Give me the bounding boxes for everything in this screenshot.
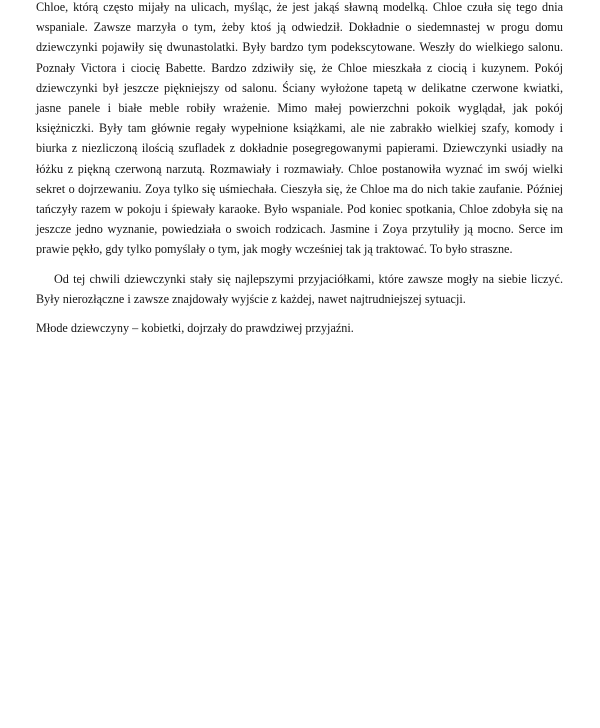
paragraph-1: Chloe, którą często mijały na ulicach, myśląc, że jest jakąś sławną modelką. Chloe czuła się tego dnia wspaniale. Zawsze marzyła o tym, żeby ktoś ją odwiedził. Dokładnie o siedemnastej w progu domu dziewczynki pojawiły się dwunastolatki. Były bardzo tym podekscytowane. Weszły do wielkiego salonu. Poznały Victora i ciocię Babette. Bardzo zdziwiły się, że Chloe mieszkała z ciocią i kuzynem. Pokój dziewczynki był jeszcze piękniejszy od salonu. Ściany wyłożone tapetą w delikatne czerwone kwiatki, jasne panele i białe meble robiły wrażenie. Mimo małej powierzchni pokoik wyglądał, jak pokój księżniczki. Były tam głównie regały wypełnione książkami, ale nie zabrakło wielkiej szafy, komody i biurka z niezliczoną ilością szufladek z dokładnie posegregowanymi papierami. Dziewczynki usiadły na łóżku z piękną czerwoną narzutą. Rozmawiały i rozmawiały. Chloe postanowiła wyznać im swój wielki sekret o dojrzewaniu. Zoya tylko się uśmiechała. Cieszyła się, że Chloe ma do nich takie zaufanie. Później tańczyły razem w pokoju i śpiewały karaoke. Było wspaniale. Pod koniec spotkania, Chloe zdobyła się na jeszcze jedno wyznanie, powiedziała o swoich rodzicach. Jasmine i Zoya przytuliły ją mocno. Serce im prawie pękło, gdy tylko pomyślały o tym, jak mogły wcześniej tak ją traktować. To było straszne. [36, 0, 563, 257]
paragraph-2: Od tej chwili dziewczynki stały się najlepszymi przyjaciółkami, które zawsze mogły na siebie liczyć. Były nierozłączne i zawsze znajdowały wyjście z każdej, nawet najtrudniejszej sytuacji. [36, 271, 563, 306]
paragraph-3: Młode dziewczyny – kobietki, dojrzały do prawdziwej przyjaźni. [36, 321, 354, 336]
document-page [36, 0, 563, 338]
